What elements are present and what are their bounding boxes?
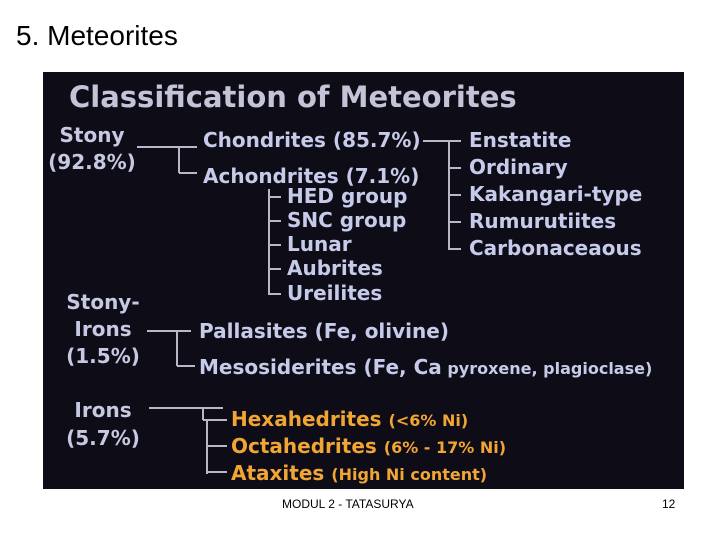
achondrite-type-lunar: Lunar <box>287 232 352 256</box>
category-stony-irons-percent: (1.5%) <box>66 344 140 368</box>
iron-type-name: Ataxites <box>231 461 325 485</box>
iron-type-name: Hexahedrites <box>231 407 382 431</box>
achondrite-type-hed: HED group <box>287 184 408 208</box>
classification-diagram <box>43 72 684 489</box>
iron-type-ataxites <box>231 463 487 483</box>
category-stony-irons-label-1: Stony- <box>66 290 140 314</box>
category-stony-irons-label-2: Irons <box>74 317 132 341</box>
iron-type-name: Octahedrites <box>231 434 377 458</box>
chondrite-type-enstatite: Enstatite <box>469 128 572 152</box>
achondrite-type-aubrites: Aubrites <box>287 256 383 280</box>
category-irons-percent: (5.7%) <box>66 426 140 450</box>
chondrite-type-rumurutiites: Rumurutiites <box>469 209 617 233</box>
mesosiderites-label <box>199 357 652 377</box>
mesosiderites-minerals: pyroxene, plagioclase) <box>447 359 653 378</box>
iron-type-octahedrites <box>231 436 506 456</box>
pallasites-label: Pallasites (Fe, olivine) <box>199 319 449 343</box>
chondrite-type-ordinary: Ordinary <box>469 155 568 179</box>
category-stony-label: Stony <box>59 123 125 147</box>
iron-type-note: (<6% Ni) <box>388 411 469 430</box>
page-number: 12 <box>662 497 676 511</box>
chondrite-type-carbonaceous: Carbonaceaous <box>469 236 642 260</box>
achondrites-label: Achondrites (7.1%) <box>203 164 420 188</box>
achondrite-type-snc: SNC group <box>287 208 407 232</box>
iron-type-note: (High Ni content) <box>331 465 488 484</box>
slide-footer: MODUL 2 - TATASURYA <box>282 497 414 511</box>
category-stony-percent: (92.8%) <box>48 150 136 174</box>
iron-type-note: (6% - 17% Ni) <box>383 438 507 457</box>
slide-title: 5. Meteorites <box>16 20 178 51</box>
mesosiderites-main: Mesosiderites (Fe, Ca <box>199 355 442 379</box>
chondrite-type-kakangari: Kakangari-type <box>469 182 643 206</box>
diagram-heading: Classification of Meteorites <box>69 80 517 114</box>
category-irons-label: Irons <box>74 398 132 422</box>
chondrites-label: Chondrites (85.7%) <box>203 128 421 152</box>
achondrite-type-ureilites: Ureilites <box>287 281 383 305</box>
iron-type-hexahedrites <box>231 409 468 429</box>
